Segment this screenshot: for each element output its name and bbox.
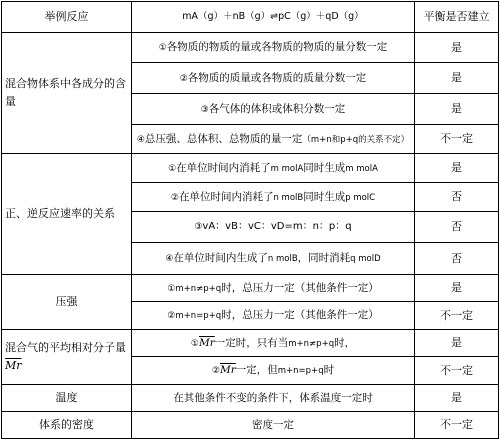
result-cell: 否 — [415, 243, 499, 275]
header-equation: mA（g）＋nB（g）⇌pC（g）＋qD（g） — [132, 2, 415, 33]
category-density: 体系的密度 — [2, 412, 132, 439]
result-cell: 不一定 — [415, 302, 499, 330]
result-cell: 是 — [415, 385, 499, 412]
table-row — [2, 412, 499, 439]
table-row — [2, 275, 499, 302]
category-pressure: 压强 — [2, 275, 132, 330]
chemical-equilibrium-table — [1, 1, 499, 439]
result-cell: 否 — [415, 183, 499, 212]
condition-cell: ①各物质的物质的量或各物质的物质的量分数一定 — [132, 33, 415, 63]
condition-cell: ④在单位时间内生成了n molB，同时消耗q molD — [132, 243, 415, 275]
result-cell: 是 — [415, 275, 499, 302]
result-cell: 是 — [415, 33, 499, 63]
table-row — [2, 330, 499, 357]
condition-cell: ①在单位时间内消耗了m molA同时生成m molA — [132, 154, 415, 183]
table-row — [2, 33, 499, 63]
result-cell: 不一定 — [415, 125, 499, 154]
condition-cell: ②各物质的质量或各物质的质量分数一定 — [132, 63, 415, 94]
result-cell: 是 — [415, 63, 499, 94]
category-temperature: 温度 — [2, 385, 132, 412]
result-cell: 是 — [415, 154, 499, 183]
condition-cell: ③各气体的体积或体积分数一定 — [132, 94, 415, 125]
table-row — [2, 385, 499, 412]
condition-cell: $②\overline{Mr}$一定，但m+n=p+q时 — [132, 357, 415, 385]
condition-cell: ①m+n≠p+q时，总压力一定（其他条件一定） — [132, 275, 415, 302]
condition-cell: ③vA：vB：vC：vD=m：n：p：q — [132, 212, 415, 243]
category-rate-relation: 正、逆反应速率的关系 — [2, 154, 132, 275]
category-average-molecular-weight: 混合气的平均相对分子量$\overline{Mr}$ — [2, 330, 132, 385]
result-cell: 不一定 — [415, 412, 499, 439]
header-equilibrium-established: 平衡是否建立 — [415, 2, 499, 33]
condition-cell: 密度一定 — [132, 412, 415, 439]
table-row — [2, 154, 499, 183]
header-row — [2, 2, 499, 33]
result-cell: 不一定 — [415, 357, 499, 385]
condition-cell: 在其他条件不变的条件下，体系温度一定时 — [132, 385, 415, 412]
condition-cell: ④总压强、总体积、总物质的量一定（m+n和p+q的关系不定） — [132, 125, 415, 154]
category-component-content: 混合物体系中各成分的含量 — [2, 33, 132, 154]
condition-cell: $①\overline{Mr}$一定时，只有当m+n≠p+q时， — [132, 330, 415, 357]
condition-cell: ②在单位时间内消耗了n molB同时生成p molC — [132, 183, 415, 212]
result-cell: 是 — [415, 330, 499, 357]
header-example-reaction: 举例反应 — [2, 2, 132, 33]
result-cell: 否 — [415, 212, 499, 243]
condition-cell: ②m+n=p+q时，总压力一定（其他条件一定） — [132, 302, 415, 330]
result-cell: 是 — [415, 94, 499, 125]
